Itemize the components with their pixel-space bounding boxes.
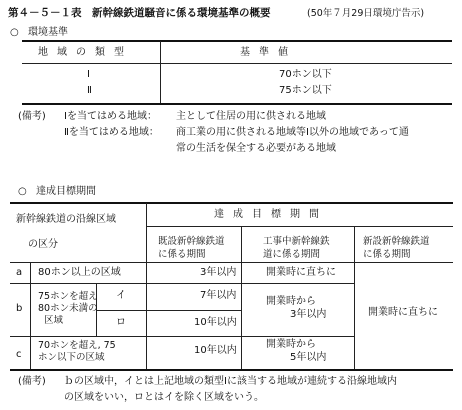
- table-rule: [10, 369, 453, 371]
- row-key: a: [16, 267, 23, 278]
- area-cell: 80ホン未満の: [38, 303, 98, 314]
- table-divider: [30, 262, 31, 369]
- column-header-existing: に係る期間: [158, 249, 206, 260]
- existing-cell: 10年以内: [194, 345, 237, 356]
- remarks-lead: (備考): [18, 111, 46, 122]
- table-divider: [146, 203, 147, 369]
- column-header-period: 達成目標期間: [214, 209, 328, 220]
- sub-row-key: イ: [116, 290, 126, 301]
- remarks-text: 商工業の用に供される地域等Ⅰ以外の地域であって通: [176, 127, 409, 138]
- notice-note: (50年７月29日環境庁告示): [307, 8, 425, 19]
- remarks-key: Ⅱを当てはめる地域：: [64, 127, 159, 138]
- column-header-new: 新設新幹線鉄道: [363, 236, 430, 247]
- construction-cell: 開業時から: [266, 296, 316, 307]
- remarks-text: ｂの区域中，イとは上記地域の類型Ⅰに該当する地域が連続する沿線地域内: [64, 376, 397, 387]
- area-cell: 区域: [44, 315, 64, 326]
- remarks-text: 常の生活を保全する必要がある地域: [176, 143, 336, 154]
- sub-row-key: ロ: [116, 317, 126, 328]
- existing-cell: 10年以内: [194, 317, 237, 328]
- table-cell-type: Ⅰ: [87, 69, 90, 80]
- column-header-new: に係る期間: [363, 249, 411, 260]
- bullet-icon: ○: [18, 186, 27, 197]
- existing-cell: 7年以内: [200, 290, 237, 301]
- construction-cell: 5年以内: [290, 352, 327, 363]
- table-rule: [22, 40, 452, 42]
- table-divider: [160, 41, 161, 103]
- construction-cell: 3年以内: [290, 309, 327, 320]
- bullet-icon: ○: [10, 27, 19, 38]
- column-header-existing: 既設新幹線鉄道: [158, 236, 225, 247]
- table-rule: [96, 310, 241, 311]
- existing-cell: 3年以内: [200, 267, 237, 278]
- table-divider: [354, 226, 355, 369]
- remarks-lead: (備考): [18, 376, 46, 387]
- table-divider: [241, 226, 242, 369]
- area-cell: 80ホン以上の区域: [38, 267, 121, 278]
- row-key: c: [16, 349, 22, 360]
- construction-cell: 開業時から: [266, 339, 316, 350]
- area-cell: ホン以下の区域: [38, 352, 105, 363]
- construction-cell: 開業時に直ちに: [266, 267, 336, 278]
- column-header-type: 地域の類型: [38, 47, 133, 58]
- row-key: b: [16, 303, 23, 314]
- section-heading-period: 達成目標期間: [36, 186, 96, 197]
- column-header-value: 基準値: [240, 47, 297, 58]
- column-header-construction: 工事中新幹線鉄: [263, 236, 330, 247]
- table-rule: [22, 63, 452, 64]
- table-rule: [10, 202, 453, 204]
- remarks-text: 主として住居の用に供される地域: [176, 111, 326, 122]
- page-title: 第４－５－１表 新幹線鉄道騒音に係る環境基準の概要: [8, 7, 271, 19]
- table-rule: [146, 226, 453, 227]
- remarks-text: の区域をいい，ロとはイを除く区域をいう。: [64, 392, 264, 403]
- new-lines-cell: 開業時に直ちに: [368, 307, 438, 318]
- table-rule: [10, 336, 354, 337]
- table-rule: [10, 262, 453, 263]
- area-cell: 70ホンを超え, 75: [38, 340, 116, 351]
- section-heading-standard: 環境基準: [28, 27, 68, 38]
- table-rule: [10, 283, 354, 284]
- column-header-area: 新幹線鉄道の沿線区域: [16, 214, 116, 225]
- table-cell-type: Ⅱ: [87, 85, 92, 96]
- table-cell-value: 75ホン以下: [279, 85, 332, 96]
- area-cell: 75ホンを超え: [38, 291, 98, 302]
- table-cell-value: 70ホン以下: [279, 69, 332, 80]
- remarks-key: Ⅰを当てはめる地域：: [64, 111, 157, 122]
- column-header-area-sub: の区分: [28, 239, 58, 250]
- table-rule: [22, 103, 452, 105]
- column-header-construction: 道に係る期間: [263, 249, 321, 260]
